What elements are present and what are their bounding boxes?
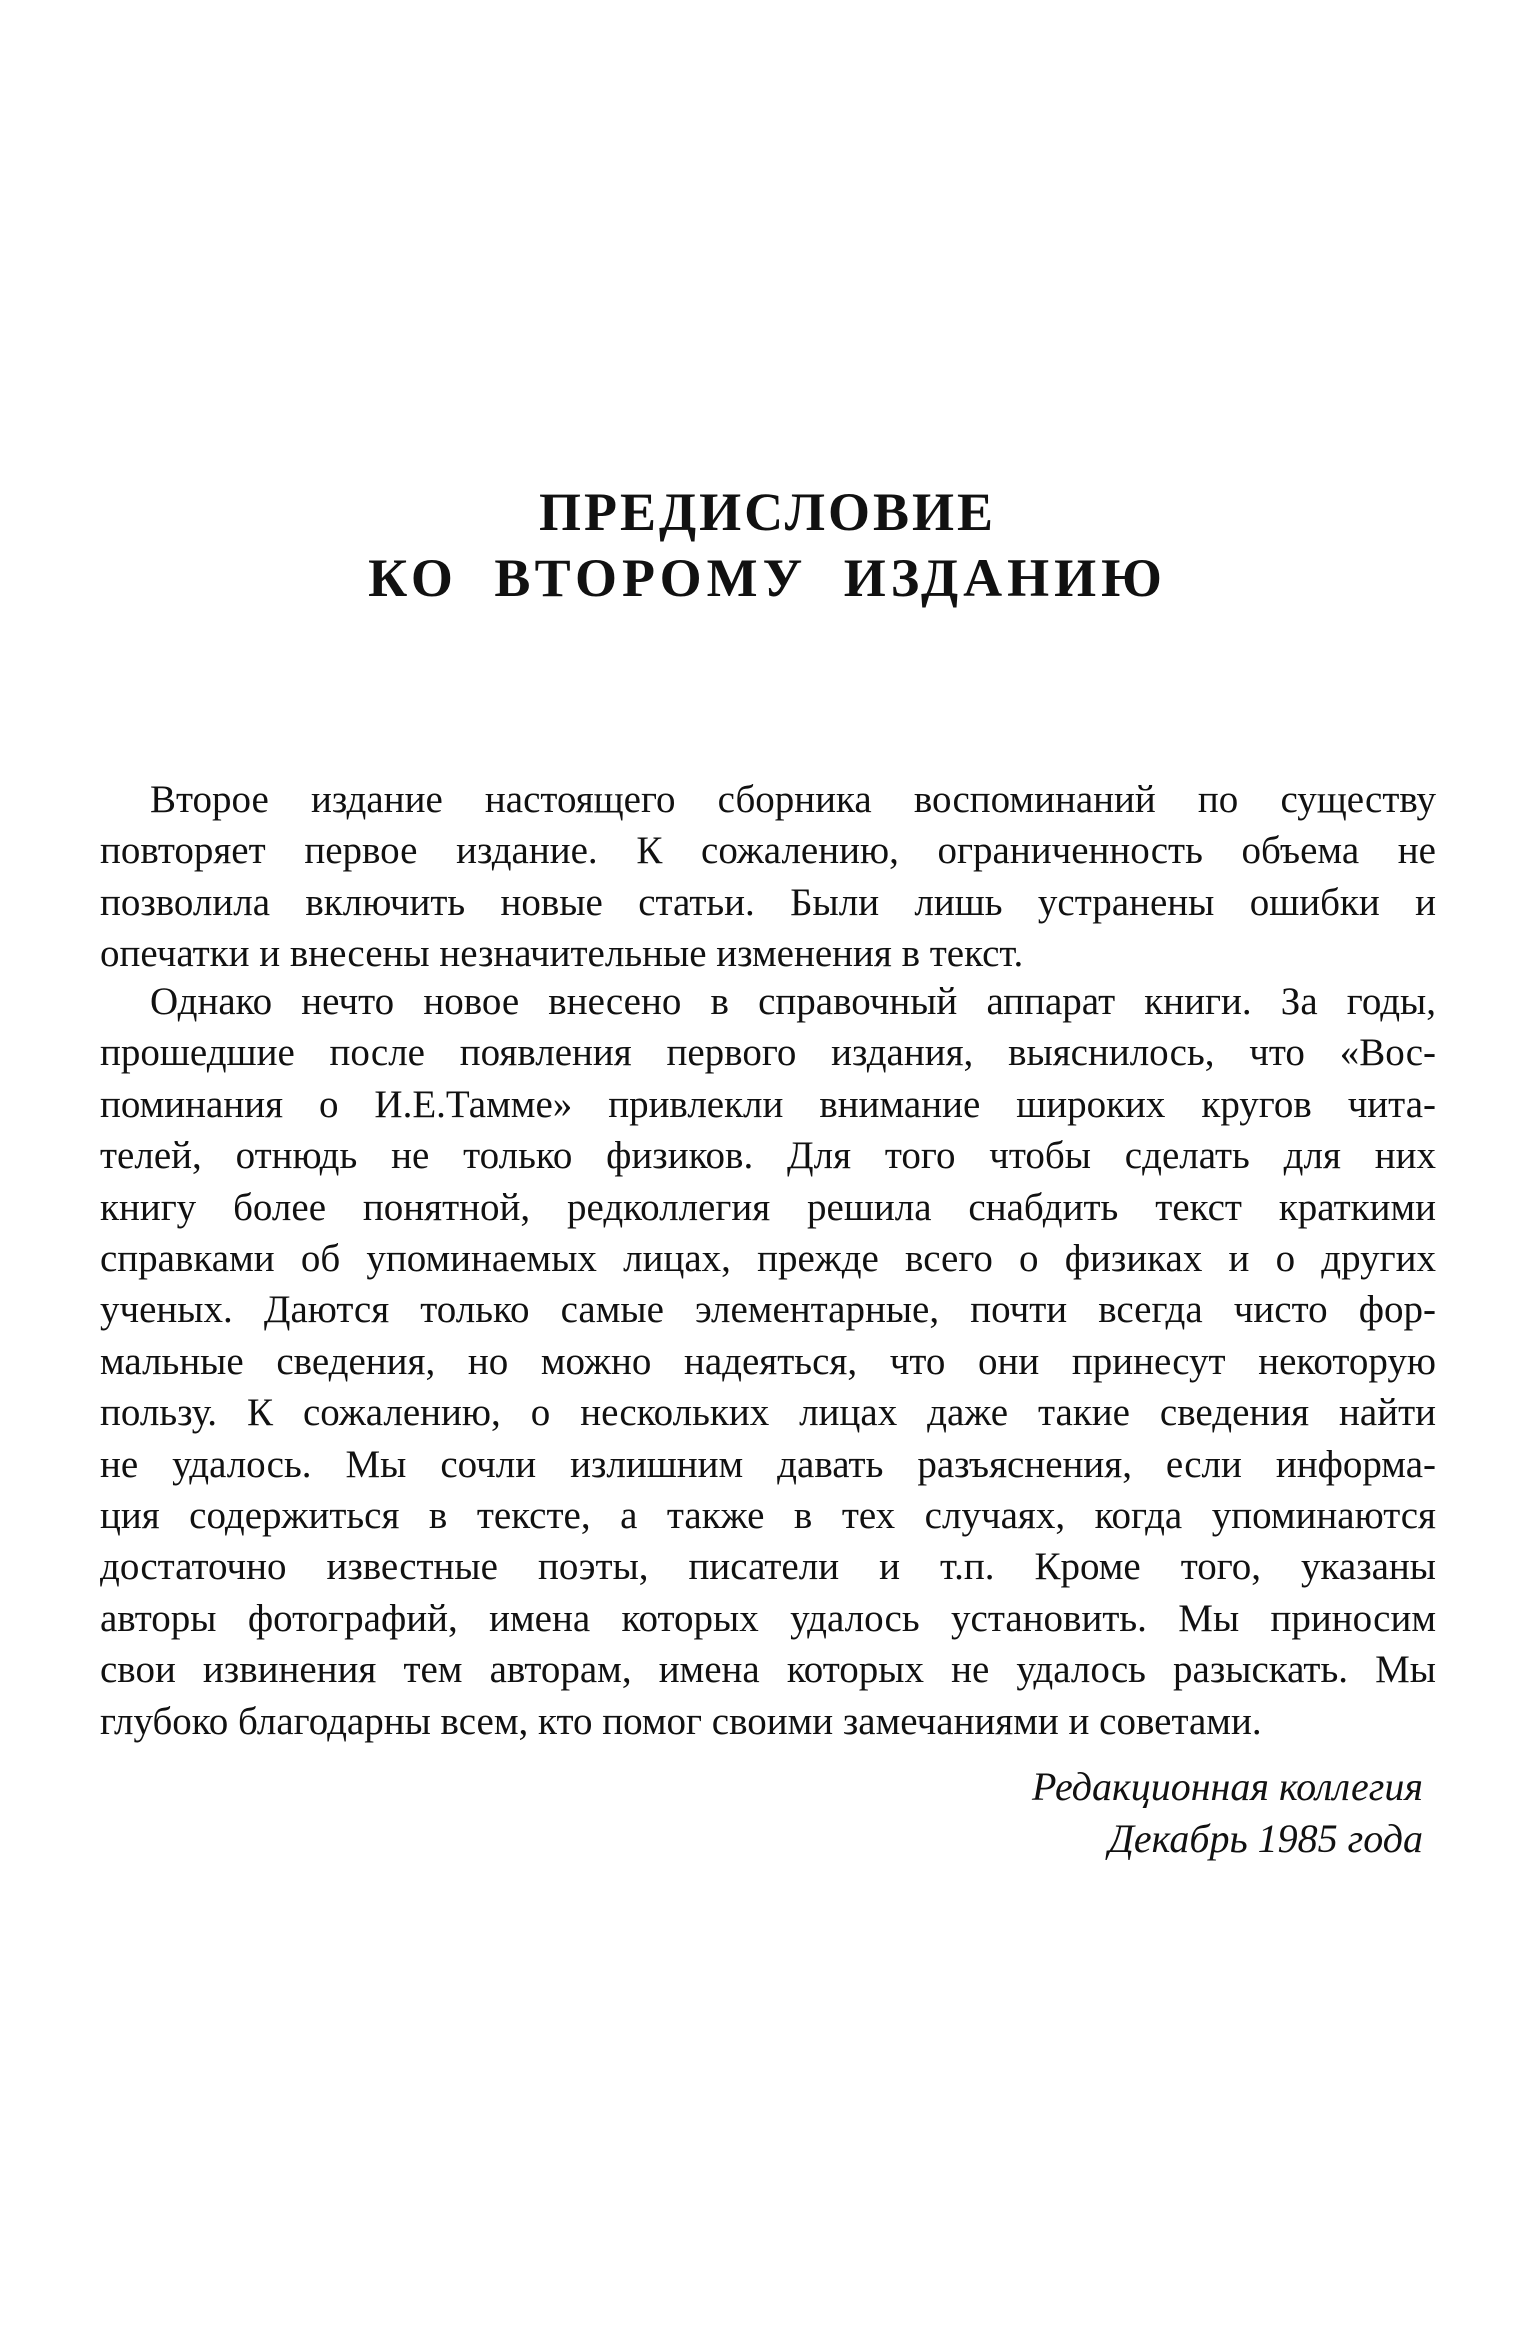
paragraph-line: пользу. К сожалению, о нескольких лицах даже такие сведения найти: [100, 1391, 1436, 1435]
paragraph-line: глубоко благодарны всем, кто помог своими замечаниями и советами.: [100, 1699, 1262, 1743]
page-title-line-2: КО ВТОРОМУ ИЗДАНИЮ: [368, 548, 1167, 608]
paragraph-line: свои извинения тем авторам, имена которых не удалось разыскать. Мы: [100, 1648, 1436, 1692]
paragraph-line: ция содержиться в тексте, а также в тех случаях, когда упоминаются: [100, 1494, 1436, 1538]
paragraph-2: [100, 976, 1436, 1747]
paragraph-line: книгу более понятной, редколлегия решила снабдить текст краткими: [100, 1185, 1436, 1229]
page-title-line-1: ПРЕДИСЛОВИЕ: [538, 482, 997, 542]
paragraph-line: прошедшие после появления первого издания, выяснилось, что «Вос-: [100, 1031, 1436, 1075]
paragraph-line: мальные сведения, но можно надеяться, что они принесут некоторую: [100, 1339, 1436, 1383]
paragraph-line: достаточно известные поэты, писатели и т.п. Кроме того, указаны: [100, 1545, 1436, 1589]
paragraph-line: не удалось. Мы сочли излишним давать разъяснения, если информа-: [100, 1442, 1436, 1486]
paragraph-line: позволила включить новые статьи. Были лишь устранены ошибки и: [100, 880, 1436, 924]
paragraph-line: авторы фотографий, имена которых удалось установить. Мы приносим: [100, 1596, 1436, 1640]
paragraph-line: телей, отнюдь не только физиков. Для того чтобы сделать для них: [100, 1134, 1436, 1178]
signature-date: Декабрь 1985 года: [1108, 1816, 1423, 1861]
signature-author: Редакционная коллегия: [1032, 1764, 1423, 1809]
paragraph-line: Второе издание настоящего сборника воспоминаний по существу: [150, 778, 1436, 821]
paragraph-line: опечатки и внесены незначительные изменения в текст.: [100, 932, 1024, 976]
paragraph-line: справками об упоминаемых лицах, прежде всего о физиках и о других: [100, 1237, 1436, 1281]
paragraph-line: ученых. Даются только самые элементарные, почти всегда чисто фор-: [100, 1288, 1436, 1332]
paragraph-line: поминания о И.Е.Тамме» привлекли внимание широких кругов чита-: [100, 1082, 1436, 1126]
paragraph-1: [100, 774, 1436, 980]
paragraph-line: повторяет первое издание. К сожалению, ограниченность объема не: [100, 829, 1436, 873]
paragraph-line: Однако нечто новое внесено в справочный аппарат книги. За годы,: [150, 980, 1436, 1023]
